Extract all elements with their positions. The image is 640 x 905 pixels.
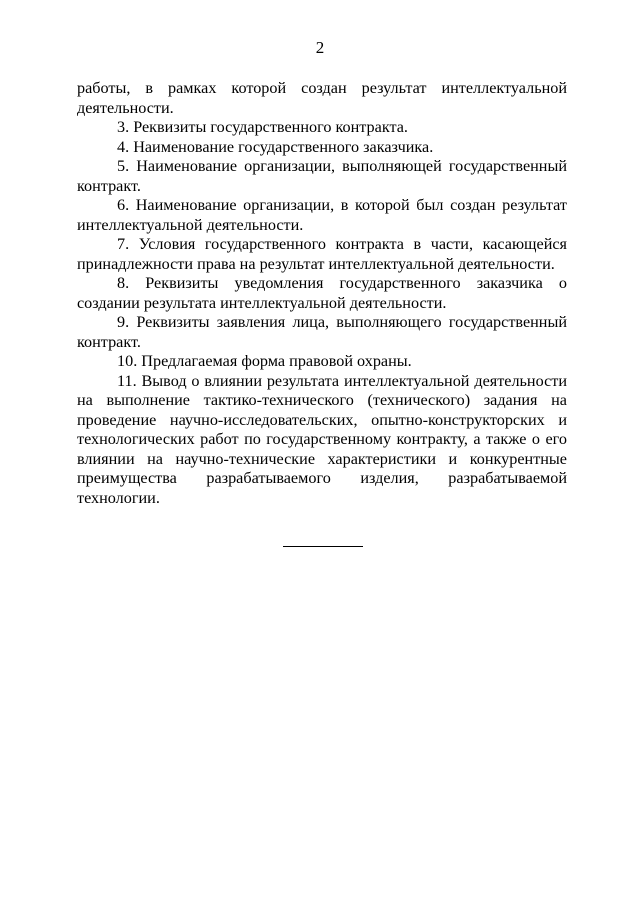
item-7-contract-conditions: 7. Условия государственного контракта в части, касающейся принадлежности права на результат интеллектуальной деятельности. bbox=[77, 235, 567, 273]
item-8-notification-details: 8. Реквизиты уведомления государственного заказчика о создании результата интеллектуальной деятельности. bbox=[77, 274, 567, 312]
item-9-application-details: 9. Реквизиты заявления лица, выполняющего государственный контракт. bbox=[77, 313, 567, 351]
item-5-contractor-name: 5. Наименование организации, выполняющей государственный контракт. bbox=[77, 157, 567, 195]
item-10-protection-form: 10. Предлагаемая форма правовой охраны. bbox=[117, 352, 412, 370]
item-3-contract-details: 3. Реквизиты государственного контракта. bbox=[117, 118, 408, 136]
paragraph-continuation: работы, в рамках которой создан результат интеллектуальной деятельности. bbox=[77, 79, 567, 117]
item-4-customer-name: 4. Наименование государственного заказчика. bbox=[117, 137, 434, 156]
document-body bbox=[77, 79, 567, 508]
end-separator-line bbox=[283, 546, 363, 547]
item-11-impact-conclusion: 11. Вывод о влиянии результата интеллектуальной деятельности на выполнение тактико-технического (технического) задания на проведение научно-исследовательских, опытно-конструкторских и технологических работ по государственному контракту, а также о его влиянии на научно-технические характеристики и конкурентные преимущества разрабатываемого изделия, разрабатываемой технологии. bbox=[77, 371, 567, 507]
page-number: 2 bbox=[315, 38, 325, 57]
item-6-creating-organization: 6. Наименование организации, в которой был создан результат интеллектуальной деятельности. bbox=[77, 196, 567, 234]
